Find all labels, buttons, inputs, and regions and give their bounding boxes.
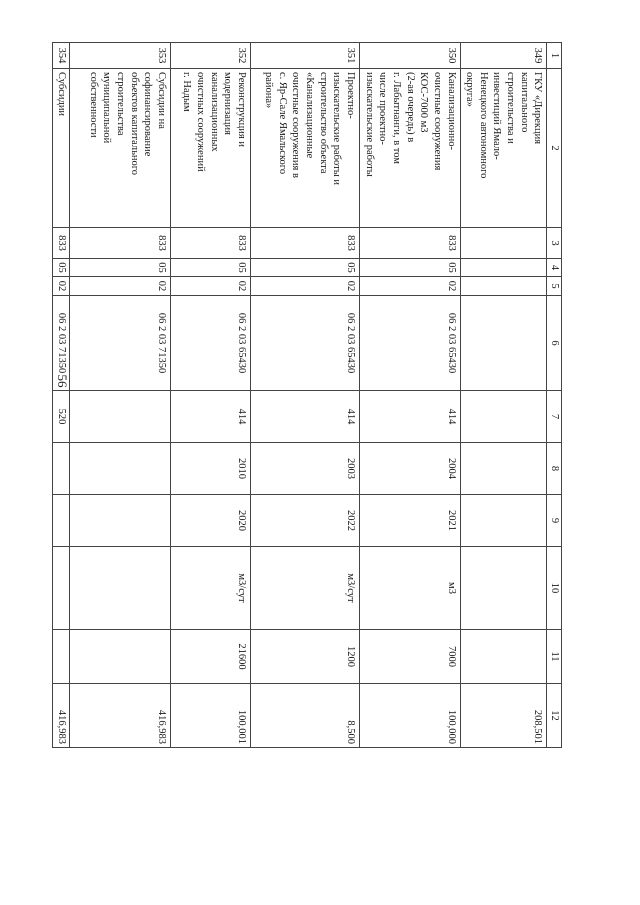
header-cell: 5: [547, 277, 562, 296]
table-cell: м3/сут: [171, 547, 251, 630]
table-row: [70, 43, 171, 748]
row-number-cell: 354: [53, 43, 70, 69]
name-cell: Проектно- изыскательские работы и строительство объекта «Канализационные очистные сооружения в с. Яр-Сале Ямальского района»: [251, 69, 360, 228]
header-row: [547, 43, 562, 748]
table-cell: 02: [53, 277, 70, 296]
table-cell: 7000: [360, 630, 460, 684]
table-cell: 2020: [171, 495, 251, 547]
table-row: [251, 43, 360, 748]
page-number-text: 56: [55, 374, 70, 388]
table-cell: 05: [70, 259, 171, 277]
table-cell: [53, 630, 70, 684]
budget-table: [52, 42, 562, 748]
table-cell: 02: [70, 277, 171, 296]
row-number-cell: 350: [360, 43, 460, 69]
table-cell: 05: [360, 259, 460, 277]
table-cell: 05: [53, 259, 70, 277]
header-cell: 4: [547, 259, 562, 277]
amount-cell: 100,000: [360, 684, 460, 748]
row-number-cell: 352: [171, 43, 251, 69]
table-row: [460, 43, 547, 748]
table-row: [171, 43, 251, 748]
table-cell: [70, 391, 171, 443]
row-number-cell: 351: [251, 43, 360, 69]
table-cell: [460, 547, 547, 630]
table-cell: [460, 277, 547, 296]
table-cell: [460, 630, 547, 684]
table-cell: [70, 495, 171, 547]
table-cell: 06 2 03 71350: [53, 296, 70, 391]
table-cell: [460, 259, 547, 277]
table-cell: 2022: [251, 495, 360, 547]
header-cell: 2: [547, 69, 562, 228]
table-cell: 2003: [251, 443, 360, 495]
table-cell: 2010: [171, 443, 251, 495]
header-cell: 6: [547, 296, 562, 391]
name-cell: Субсидии на софинансирование объектов капитального строительства муниципальной собственности: [70, 69, 171, 228]
table-cell: 414: [251, 391, 360, 443]
table-cell: 833: [70, 228, 171, 259]
row-number-cell: 353: [70, 43, 171, 69]
header-cell: 1: [547, 43, 562, 69]
table-cell: 833: [251, 228, 360, 259]
header-cell: 3: [547, 228, 562, 259]
table-cell: [460, 391, 547, 443]
amount-cell: 416,983: [53, 684, 70, 748]
header-cell: 10: [547, 547, 562, 630]
header-cell: 8: [547, 443, 562, 495]
table-cell: 1200: [251, 630, 360, 684]
header-cell: 11: [547, 630, 562, 684]
table-cell: [70, 630, 171, 684]
table-cell: 05: [251, 259, 360, 277]
table-cell: 833: [53, 228, 70, 259]
table-cell: 06 2 03 71350: [70, 296, 171, 391]
table-cell: [70, 547, 171, 630]
table-cell: 2004: [360, 443, 460, 495]
table-cell: [53, 547, 70, 630]
table-cell: 520: [53, 391, 70, 443]
table-cell: [53, 443, 70, 495]
table-cell: 05: [171, 259, 251, 277]
table-cell: 833: [360, 228, 460, 259]
table-row: [360, 43, 460, 748]
amount-cell: 8,500: [251, 684, 360, 748]
amount-cell: 416,983: [70, 684, 171, 748]
table-cell: 06 2 03 65430: [360, 296, 460, 391]
name-cell: Субсидии: [53, 69, 70, 228]
table-cell: 2021: [360, 495, 460, 547]
table-cell: 02: [360, 277, 460, 296]
header-cell: 7: [547, 391, 562, 443]
table-cell: 21600: [171, 630, 251, 684]
table-cell: 833: [171, 228, 251, 259]
table-cell: [460, 296, 547, 391]
table-cell: [460, 495, 547, 547]
table-cell: 06 2 03 65430: [251, 296, 360, 391]
table-cell: 02: [171, 277, 251, 296]
table-cell: 06 2 03 65430: [171, 296, 251, 391]
table-cell: [460, 228, 547, 259]
table-cell: 414: [171, 391, 251, 443]
table-cell: [460, 443, 547, 495]
row-number-cell: 349: [460, 43, 547, 69]
name-cell: Реконструкция и модернизация канализационных очистных сооружений г. Надым: [171, 69, 251, 228]
table-cell: [53, 495, 70, 547]
header-cell: 12: [547, 684, 562, 748]
header-cell: 9: [547, 495, 562, 547]
table-cell: 02: [251, 277, 360, 296]
amount-cell: 100,001: [171, 684, 251, 748]
name-cell: ГКУ «Дирекция капитального строительства и инвестиций Ямало- Ненецкого автономного округа»: [460, 69, 547, 228]
table-cell: м3/сут: [251, 547, 360, 630]
table-row: [53, 43, 70, 748]
name-cell: Канализационно- очистные сооружения КОС-7000 м3 (2-ая очередь) в г. Лабытнанги, в том числе проектно- изыскательские работы: [360, 69, 460, 228]
table-cell: [70, 443, 171, 495]
table-cell: 414: [360, 391, 460, 443]
budget-table-container: [56, 42, 562, 744]
amount-cell: 208,501: [460, 684, 547, 748]
table-cell: м3: [360, 547, 460, 630]
